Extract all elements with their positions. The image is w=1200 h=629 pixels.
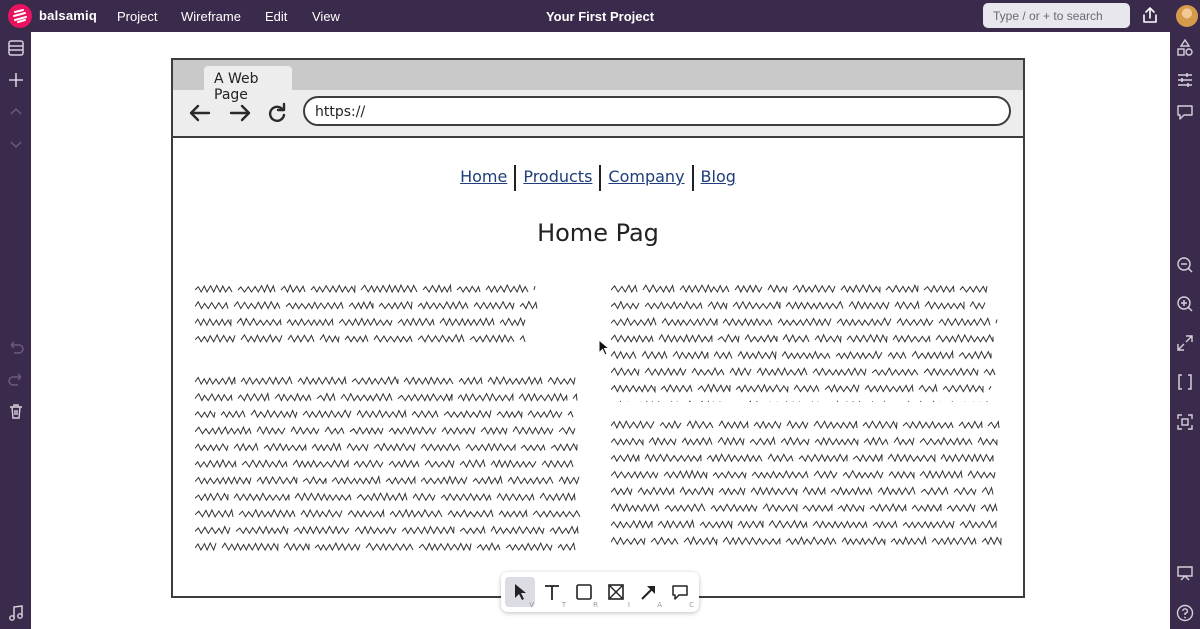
- sliders-icon[interactable]: [1175, 70, 1195, 90]
- brackets-icon[interactable]: [1175, 372, 1195, 392]
- scribble-line: [195, 377, 575, 384]
- site-nav: [173, 164, 1023, 191]
- menu-wireframe[interactable]: Wireframe: [181, 9, 241, 24]
- scribble-line: [611, 421, 999, 428]
- scribble-line: [195, 477, 579, 484]
- nav-link-products[interactable]: Products: [523, 167, 593, 186]
- comment-tool[interactable]: [665, 577, 695, 607]
- menu-edit[interactable]: Edit: [265, 9, 288, 24]
- search-input[interactable]: [983, 3, 1130, 28]
- scribble-line: [195, 543, 575, 550]
- mouse-cursor-icon: [598, 339, 610, 357]
- select-tool[interactable]: [505, 577, 535, 607]
- comment-icon[interactable]: [1175, 102, 1195, 122]
- browser-chrome: [173, 60, 1023, 136]
- browser-wireframe[interactable]: [171, 58, 1025, 598]
- text-block-1[interactable]: [195, 282, 595, 352]
- scribble-line: [195, 394, 577, 401]
- chevron-up-icon[interactable]: [6, 102, 26, 122]
- scribble-line: [611, 438, 997, 445]
- browser-tab[interactable]: [204, 66, 292, 103]
- scribble-line: [611, 302, 985, 309]
- page-heading[interactable]: Home Pag: [537, 219, 659, 247]
- redo-icon[interactable]: [6, 369, 26, 389]
- tool-shortcut: R: [593, 601, 598, 609]
- focus-icon[interactable]: [1175, 412, 1195, 432]
- music-note-icon[interactable]: [6, 603, 26, 623]
- plus-icon[interactable]: [6, 70, 26, 90]
- help-icon[interactable]: [1175, 603, 1195, 623]
- pointer-icon: [510, 582, 530, 602]
- text-icon: [542, 582, 562, 602]
- comment-icon: [670, 582, 690, 602]
- text-block-2[interactable]: [195, 374, 595, 554]
- nav-link-blog[interactable]: Blog: [700, 167, 736, 186]
- zoom-in-icon[interactable]: [1175, 294, 1195, 314]
- scribble-line: [611, 368, 995, 375]
- scribble-line: [195, 527, 578, 534]
- image-tool[interactable]: [601, 577, 631, 607]
- scribble-line: [195, 460, 573, 467]
- top-bar: [0, 0, 1200, 32]
- tool-shortcut: A: [657, 601, 662, 609]
- zoom-out-icon[interactable]: [1175, 255, 1195, 275]
- tool-shortcut: T: [561, 601, 566, 609]
- nav-link-company[interactable]: Company: [608, 167, 685, 186]
- rectangle-icon: [574, 582, 594, 602]
- scribble-line: [611, 454, 993, 461]
- undo-icon[interactable]: [6, 337, 26, 357]
- left-rail: [0, 32, 31, 629]
- trash-icon[interactable]: [6, 401, 26, 421]
- scribble-line: [611, 351, 991, 358]
- nav-link-home[interactable]: Home: [460, 167, 508, 186]
- scribble-line: [195, 335, 525, 342]
- scribble-line: [195, 410, 573, 417]
- url-bar[interactable]: [303, 96, 1011, 126]
- scribble-line: [611, 521, 996, 528]
- scribble-line: [611, 537, 1001, 544]
- brand-name: balsamiq: [39, 8, 97, 23]
- tool-shortcut: V: [529, 601, 534, 609]
- tab-label: A Web Page: [214, 71, 259, 103]
- document-title[interactable]: Your First Project: [545, 9, 655, 24]
- text-tool[interactable]: [537, 577, 567, 607]
- chevron-down-icon[interactable]: [6, 134, 26, 154]
- scribble-line: [195, 444, 577, 451]
- scribble-line: [611, 318, 997, 325]
- scribble-line: [611, 504, 997, 511]
- scribble-line: [611, 487, 993, 494]
- tool-palette: [501, 572, 699, 612]
- scribble-line: [195, 285, 535, 292]
- scribble-line: [195, 493, 575, 500]
- scribble-line: [611, 285, 987, 292]
- reload-icon[interactable]: [264, 101, 290, 125]
- back-arrow-icon[interactable]: [187, 101, 213, 125]
- scribble-line: [195, 427, 575, 434]
- tool-shortcut: C: [689, 601, 694, 609]
- avatar[interactable]: [1176, 5, 1198, 27]
- scribble-line: [195, 302, 537, 309]
- scribble-line: [611, 471, 995, 478]
- tool-shortcut: I: [627, 601, 630, 609]
- layers-icon[interactable]: [6, 38, 26, 58]
- scribble-line: [195, 510, 580, 517]
- url-text: https://: [315, 104, 366, 120]
- scribble-line: [611, 385, 991, 392]
- share-icon[interactable]: [1140, 5, 1160, 25]
- scribble-line: [195, 318, 525, 325]
- rectangle-tool[interactable]: [569, 577, 599, 607]
- image-placeholder-icon: [606, 582, 626, 602]
- menu-view[interactable]: View: [312, 9, 340, 24]
- scribble-line: [611, 401, 993, 402]
- right-rail: [1170, 32, 1200, 629]
- scribble-line: [611, 335, 993, 342]
- menu-project[interactable]: Project: [117, 9, 158, 24]
- forward-arrow-icon[interactable]: [227, 101, 253, 125]
- text-block-4[interactable]: [611, 418, 1011, 548]
- expand-icon[interactable]: [1175, 333, 1195, 353]
- shapes-icon[interactable]: [1175, 38, 1195, 58]
- text-block-3[interactable]: [611, 282, 1011, 402]
- arrow-icon: [638, 582, 658, 602]
- balsamiq-logo-icon[interactable]: [8, 4, 32, 28]
- arrow-tool[interactable]: [633, 577, 663, 607]
- presentation-icon[interactable]: [1175, 563, 1195, 583]
